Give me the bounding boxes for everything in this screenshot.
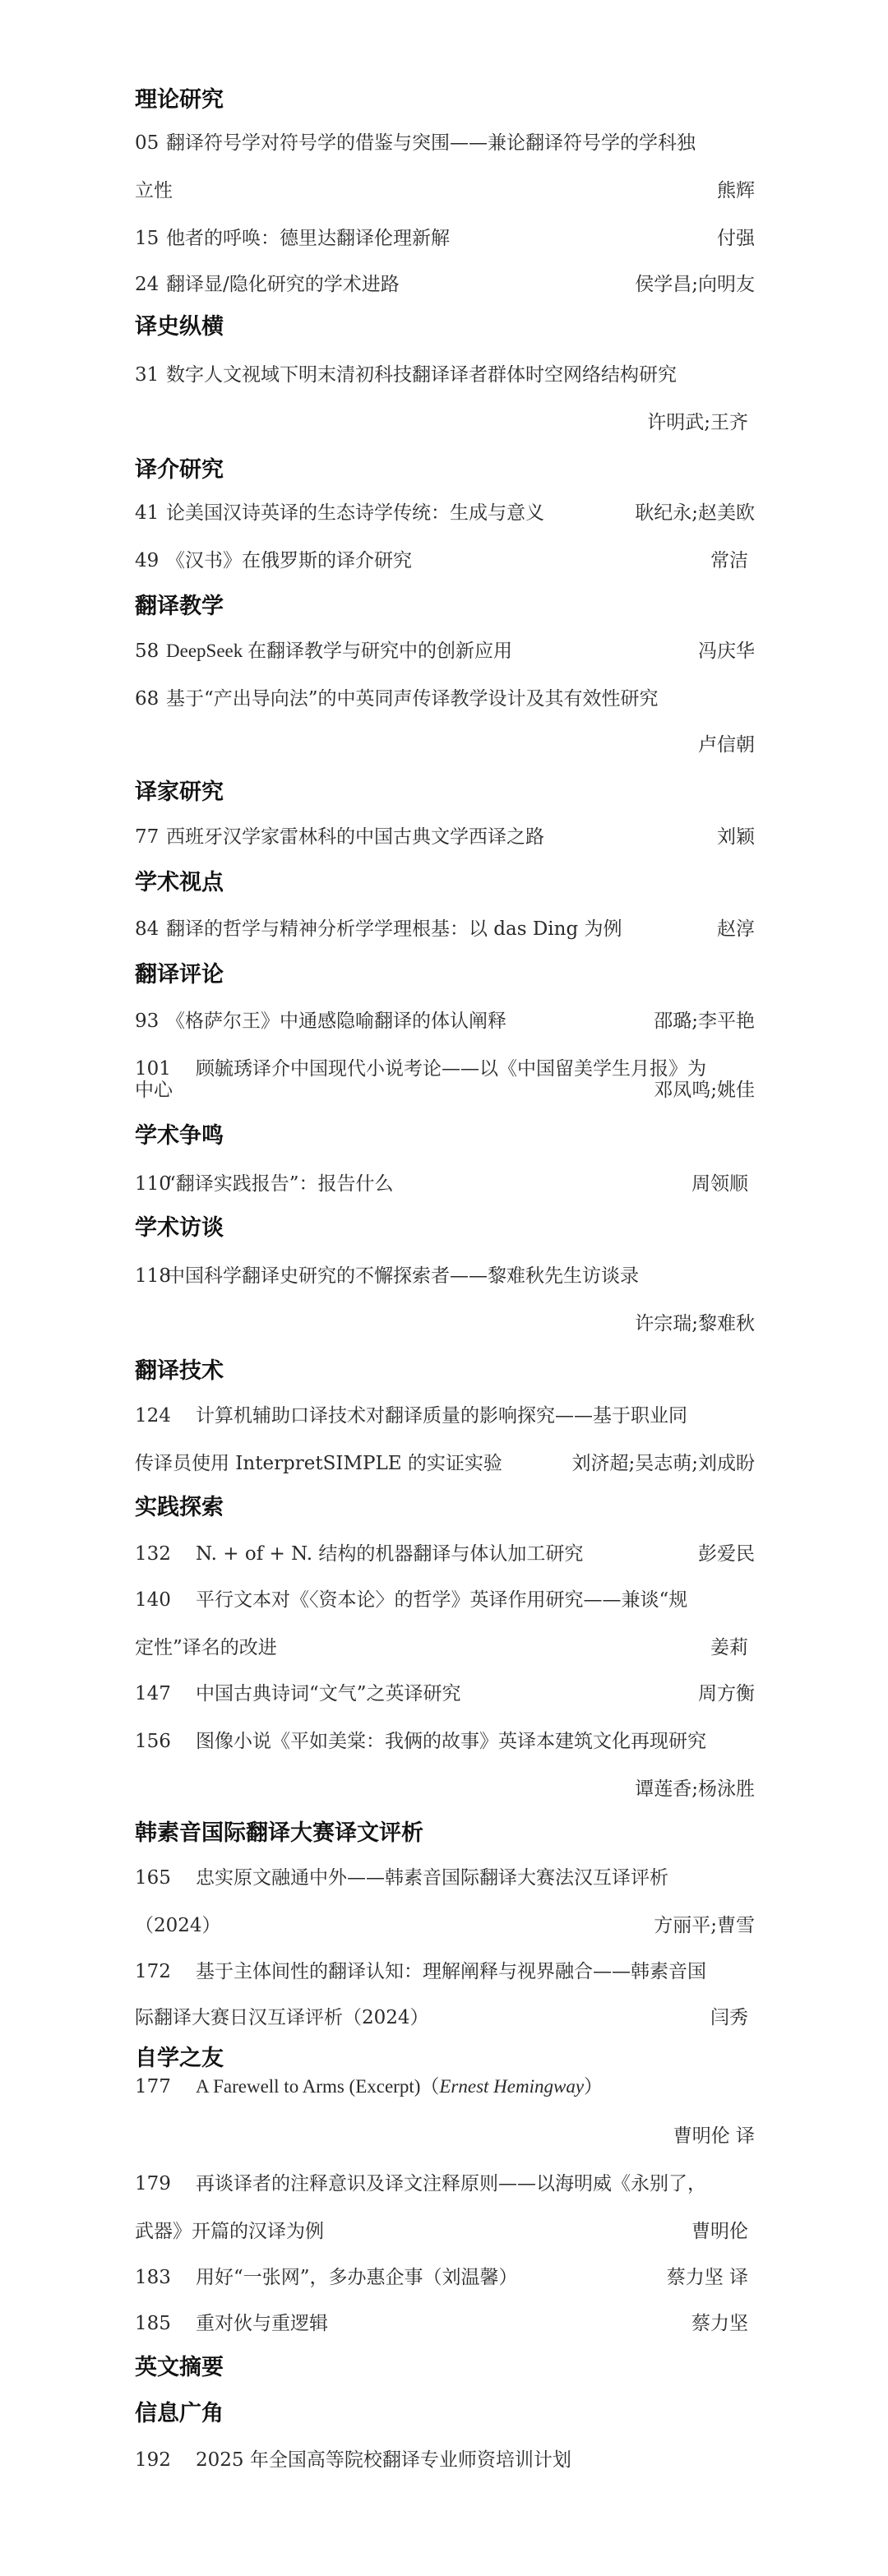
- article-title: 《格萨尔王》中通感隐喻翻译的体认阐释: [166, 1011, 506, 1032]
- article-title: 重对伙与重逻辑: [196, 2313, 328, 2334]
- article-author: 邵璐;李平艳: [654, 1011, 755, 1032]
- toc-entry-continuation[interactable]: [135, 1911, 755, 1940]
- article-title: 计算机辅助口译技术对翻译质量的影响探究——基于职业同: [196, 1405, 687, 1427]
- toc-entry-continuation[interactable]: [135, 176, 755, 206]
- article-author: 侯学昌;向明友: [635, 274, 755, 295]
- article-author: 卢信朝: [698, 734, 755, 756]
- article-title: 武器》开篇的汉译为例: [135, 2221, 324, 2242]
- page-number: 165: [135, 1867, 171, 1889]
- section-heading: 学术访谈: [135, 1215, 224, 1241]
- toc-entry-continuation[interactable]: [135, 1449, 755, 1478]
- toc-entry-continuation[interactable]: [135, 1075, 755, 1105]
- page-number: 110: [135, 1173, 171, 1195]
- article-author: 常洁: [710, 550, 748, 571]
- section-heading: 学术视点: [135, 870, 224, 895]
- article-author: 周方衡: [698, 1683, 755, 1704]
- section-heading: 韩素音国际翻译大赛译文评析: [135, 1820, 423, 1846]
- toc-entry[interactable]: [135, 2169, 755, 2199]
- toc-entry-continuation[interactable]: [135, 1633, 755, 1663]
- toc-entry[interactable]: [135, 1863, 755, 1893]
- section-heading: 实践探索: [135, 1495, 224, 1520]
- toc-entry[interactable]: [135, 2072, 755, 2102]
- section-heading: 译家研究: [135, 779, 224, 805]
- toc-entry[interactable]: [135, 1727, 755, 1756]
- section-heading: 学术争鸣: [135, 1123, 224, 1149]
- section-heading: 翻译技术: [135, 1358, 224, 1384]
- toc-entry[interactable]: [135, 684, 755, 714]
- article-author: 姜莉: [710, 1637, 748, 1658]
- article-title: 2025 年全国高等院校翻译专业师资培训计划: [196, 2449, 571, 2471]
- page-number: 192: [135, 2449, 171, 2471]
- toc-entry[interactable]: [135, 270, 755, 299]
- page-number: 41: [135, 502, 160, 524]
- section-heading: 翻译教学: [135, 594, 224, 619]
- page-number: 185: [135, 2313, 171, 2334]
- article-title: 他者的呼唤：德里达翻译伦理新解: [166, 228, 450, 249]
- article-title: 中国科学翻译史研究的不懈探索者——黎难秋先生访谈录: [166, 1265, 639, 1287]
- toc-entry[interactable]: [135, 914, 755, 944]
- article-title: 《汉书》在俄罗斯的译介研究: [166, 550, 412, 571]
- article-title: DeepSeek 在翻译教学与研究中的创新应用: [166, 641, 512, 661]
- article-author: 谭莲香;杨泳胜: [635, 1778, 755, 1800]
- article-author: 许明武;王齐: [647, 412, 748, 433]
- page-number: 05: [135, 132, 160, 154]
- toc-entry[interactable]: [135, 1401, 755, 1431]
- page-number: 140: [135, 1589, 171, 1611]
- article-title-close: ）: [584, 2076, 604, 2097]
- page-number: 147: [135, 1683, 171, 1704]
- section-heading: 自学之友: [135, 2046, 224, 2071]
- page-number: 172: [135, 1961, 171, 1982]
- page-number: 118: [135, 1265, 171, 1287]
- article-author: 邓凤鸣;姚佳: [654, 1080, 755, 1101]
- article-title: （2024）: [135, 1915, 221, 1936]
- article-title: 数字人文视域下明末清初科技翻译译者群体时空网络结构研究: [166, 364, 677, 386]
- article-title: 基于主体间性的翻译认知：理解阐释与视界融合——韩素音国: [196, 1961, 706, 1982]
- article-author: 曹明伦: [691, 2221, 748, 2242]
- article-author: 彭爱民: [698, 1543, 755, 1565]
- toc-entry-continuation[interactable]: [135, 2217, 755, 2246]
- article-author: 刘颖: [717, 826, 755, 848]
- section-heading: 信息广角: [135, 2401, 224, 2426]
- section-heading: 英文摘要: [135, 2355, 224, 2380]
- page-number: 58: [135, 641, 160, 662]
- toc-entry-continuation[interactable]: [135, 1309, 755, 1339]
- article-title-author: Ernest Hemingway: [439, 2076, 585, 2097]
- page-number: 84: [135, 918, 160, 940]
- article-author: 赵淳: [717, 918, 755, 940]
- article-title: “翻译实践报告”：报告什么: [166, 1173, 394, 1195]
- toc-entry[interactable]: [135, 1585, 755, 1615]
- page-number: 101: [135, 1058, 171, 1080]
- article-author: 周领顺: [691, 1173, 748, 1195]
- article-author: 蔡力坚: [691, 2313, 748, 2334]
- article-author: 方丽平;曹雪: [654, 1915, 755, 1936]
- page-number: 93: [135, 1011, 160, 1032]
- section-heading: 译史纵横: [135, 314, 224, 340]
- section-heading: 译介研究: [135, 457, 224, 483]
- toc-entry[interactable]: [135, 128, 755, 158]
- article-title: 再谈译者的注释意识及译文注释原则——以海明威《永别了，: [196, 2173, 706, 2194]
- article-author: 蔡力坚 译: [666, 2267, 748, 2288]
- page-number: 179: [135, 2173, 171, 2194]
- toc-entry[interactable]: [135, 636, 755, 666]
- article-title: 西班牙汉学家雷林科的中国古典文学西译之路: [166, 826, 544, 848]
- article-author: 刘济超;吴志萌;刘成盼: [571, 1453, 755, 1474]
- article-title: 忠实原文融通中外——韩素音国际翻译大赛法汉互译评析: [196, 1867, 668, 1889]
- page-number: 77: [135, 826, 160, 848]
- toc-entry[interactable]: [135, 1539, 755, 1569]
- page-number: 177: [135, 2076, 171, 2097]
- toc-entry-continuation[interactable]: [135, 1774, 755, 1804]
- page-number: 15: [135, 228, 160, 249]
- article-title: 翻译显/隐化研究的学术进路: [166, 274, 400, 295]
- page-number: 156: [135, 1731, 171, 1752]
- article-author: 付强: [717, 228, 755, 249]
- page-number: 49: [135, 550, 160, 571]
- article-author: 耿纪永;赵美欧: [635, 502, 755, 524]
- article-title: 立性: [135, 180, 173, 201]
- toc-entry[interactable]: [135, 546, 755, 576]
- article-title: 图像小说《平如美棠：我俩的故事》英译本建筑文化再现研究: [196, 1731, 706, 1752]
- article-title: 翻译的哲学与精神分析学学理根基：以 das Ding 为例: [166, 918, 622, 940]
- toc-entry[interactable]: [135, 498, 755, 528]
- page-number: 68: [135, 688, 160, 710]
- article-title: 基于“产出导向法”的中英同声传译教学设计及其有效性研究: [166, 688, 659, 710]
- article-author: 曹明伦 译: [673, 2125, 755, 2147]
- page-number: 24: [135, 274, 160, 295]
- article-author: 熊辉: [717, 180, 755, 201]
- article-title: 翻译符号学对符号学的借鉴与突围——兼论翻译符号学的学科独: [166, 132, 696, 154]
- toc-entry-continuation[interactable]: [135, 730, 755, 760]
- article-title: 顾毓琇译介中国现代小说考论——以《中国留美学生月报》为: [196, 1058, 706, 1080]
- toc-entry[interactable]: [135, 360, 755, 390]
- article-title: 论美国汉诗英译的生态诗学传统：生成与意义: [166, 502, 544, 524]
- toc-entry[interactable]: [135, 2445, 755, 2475]
- page-number: 124: [135, 1405, 171, 1427]
- section-heading: 翻译评论: [135, 962, 224, 987]
- article-title-text: A Farewell to Arms (Excerpt)（: [196, 2076, 440, 2097]
- page-number: 132: [135, 1543, 171, 1565]
- toc-entry[interactable]: [135, 1006, 755, 1036]
- article-title: 用好“一张网”，多办惠企事（刘温馨）: [196, 2267, 518, 2288]
- toc-entry[interactable]: [135, 1261, 755, 1291]
- toc-entry-continuation[interactable]: [135, 2121, 755, 2151]
- article-title: 际翻译大赛日汉互译评析（2024）: [135, 2007, 429, 2028]
- article-title: 中心: [135, 1080, 173, 1101]
- toc-entry[interactable]: [135, 2263, 755, 2292]
- toc-entry-continuation[interactable]: [135, 2003, 755, 2033]
- toc-entry[interactable]: [135, 1957, 755, 1986]
- article-author: 冯庆华: [698, 641, 755, 662]
- article-author: 闫秀: [710, 2007, 748, 2028]
- article-author: 许宗瑞;黎难秋: [635, 1313, 755, 1334]
- toc-entry[interactable]: [135, 822, 755, 852]
- toc-entry[interactable]: [135, 1169, 755, 1199]
- article-title: 定性”译名的改进: [135, 1637, 277, 1658]
- section-heading: 理论研究: [135, 87, 224, 113]
- article-title: 传译员使用 InterpretSIMPLE 的实证实验: [135, 1453, 502, 1474]
- page-number: 31: [135, 364, 160, 386]
- article-title: [196, 2072, 603, 2102]
- article-title: 平行文本对《〈资本论〉的哲学》英译作用研究——兼谈“规: [196, 1589, 688, 1611]
- article-title: 中国古典诗词“文气”之英译研究: [196, 1683, 461, 1704]
- article-title: N. + of + N. 结构的机器翻译与体认加工研究: [196, 1543, 584, 1565]
- toc-entry[interactable]: [135, 2309, 755, 2338]
- toc-entry-continuation[interactable]: [135, 408, 755, 437]
- page-number: 183: [135, 2267, 171, 2288]
- toc-entry[interactable]: [135, 1679, 755, 1709]
- toc-entry[interactable]: [135, 224, 755, 253]
